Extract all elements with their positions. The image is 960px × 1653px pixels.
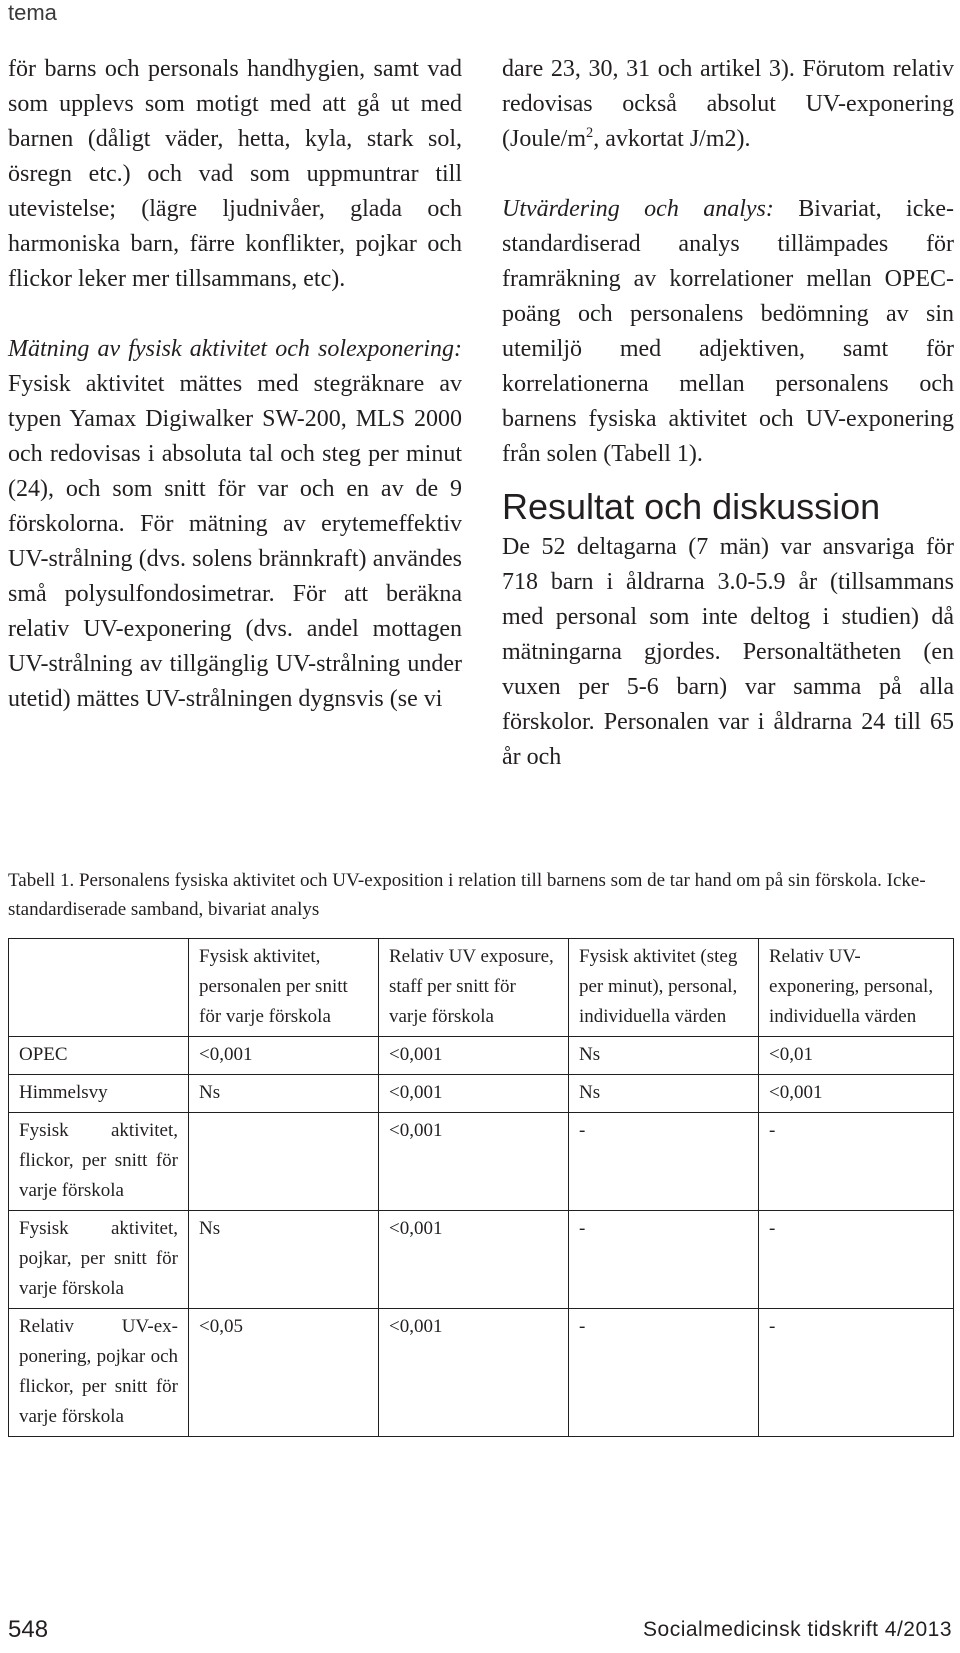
paragraph (8, 332, 462, 717)
section-heading: Resultat och diskussion (502, 486, 881, 527)
table-cell: Ns (189, 1211, 379, 1309)
table-row (9, 1037, 954, 1075)
table-cell: <0,001 (379, 1211, 569, 1309)
table-caption: Tabell 1. Personalens fysiska aktivitet och UV-exposition i relation till barnens som de tar hand om på sin förskola. Icke-standardiserade samband, bivariat analys (8, 870, 926, 920)
table-row (9, 1075, 954, 1113)
superscript: 2 (586, 125, 594, 141)
table-cell: <0,001 (759, 1075, 954, 1113)
row-label: Fysisk aktivitet, pojkar, per snitt för varje förskola (9, 1211, 189, 1309)
table-cell: Ns (569, 1075, 759, 1113)
section-tag: tema (8, 0, 57, 25)
table-cell (189, 1113, 379, 1211)
row-label: OPEC (9, 1037, 189, 1075)
table-cell: <0,05 (189, 1309, 379, 1437)
left-column (8, 52, 462, 717)
table-cell: <0,001 (379, 1037, 569, 1075)
table-cell: Ns (569, 1037, 759, 1075)
paragraph: för barns och personals handhygien, samt vad som upplevs som motigt med att gå ut med barnen (dåligt väder, hetta, kyla, stark sol, ösregn etc.) och vad som uppmuntrar till utevistelse; (lägre ljudnivåer, glada och harmoniska barn, färre konflikter, pojkar och flickor leker mer tillsammans, etc). (8, 56, 462, 292)
table-row (9, 1113, 954, 1211)
table-cell: <0,001 (189, 1037, 379, 1075)
table-header-cell: Relativ UV-exponering, personal, individuella värden (759, 939, 954, 1037)
paragraph: De 52 deltagarna (7 män) var ansvariga för 718 barn i åldrarna 3.0-5.9 år (tillsammans med personal som inte deltog i studien) då mätningarna gjordes. Personaltätheten (en vuxen per 5-6 barn) var samma på alla förskolor. Personalen var i åldrarna 24 till 65 år och (502, 534, 954, 770)
paragraph-lead: Mätning av fysisk aktivitet och solexponering: (8, 336, 462, 362)
table-cell: <0,01 (759, 1037, 954, 1075)
table-cell: - (569, 1113, 759, 1211)
results-table (8, 938, 954, 1437)
paragraph (502, 52, 954, 157)
table-cell: Ns (189, 1075, 379, 1113)
paragraph (502, 192, 954, 472)
table-header-cell: Fysisk aktivitet, personalen per snitt för varje förskola (189, 939, 379, 1037)
table-cell: - (569, 1309, 759, 1437)
paragraph-lead: Utvärdering och analys: (502, 196, 774, 222)
paragraph-body: Bivariat, icke-standardiserad analys tillämpades för framräkning av korrelationer mellan OPEC-poäng och personalens bedömning av sin utemiljö med adjektiven, samt för korrelationerna mellan personalens och barnens fysiska aktivitet och UV-exponering från solen (Tabell 1). (502, 196, 954, 467)
table-cell: - (759, 1211, 954, 1309)
table-header-cell: Fysisk aktivitet (steg per minut), personal, individuella värden (569, 939, 759, 1037)
table-cell: <0,001 (379, 1075, 569, 1113)
page-number: 548 (8, 1616, 49, 1643)
row-label: Relativ UV-exponering, pojkar och flickor, per snitt för varje förskola (9, 1309, 189, 1437)
row-label: Fysisk aktivitet, flickor, per snitt för varje förskola (9, 1113, 189, 1211)
table-header-cell: Relativ UV exposure, staff per snitt för varje förskola (379, 939, 569, 1037)
table-row (9, 1309, 954, 1437)
paragraph-text: , avkortat J/m2). (593, 126, 751, 152)
table-cell: <0,001 (379, 1113, 569, 1211)
table-header-cell (9, 939, 189, 1037)
right-column (502, 52, 954, 775)
journal-name: Socialmedicinsk tidskrift 4/2013 (643, 1618, 952, 1641)
paragraph-body: Fysisk aktivitet mättes med stegräknare av typen Yamax Digiwalker SW-200, MLS 2000 och redovisas i absoluta tal och steg per minut (24), och som snitt för var och en av de 9 förskolorna. För mätning av erytemeffektiv UV-strålning (dvs. solens brännkraft) användes små polysulfondosimetrar. För att beräkna relativ UV-exponering (dvs. andel mottagen UV-strålning av tillgänglig UV-strålning under utetid) mättes UV-strålningen dygnsvis (se vi (8, 371, 462, 712)
paragraph-text: dare 23, 30, 31 och artikel 3). Förutom relativ redovisas också absolut UV-exponering (Joule/m (502, 56, 954, 152)
table-cell: - (759, 1309, 954, 1437)
table-header-row (9, 939, 954, 1037)
table-cell: <0,001 (379, 1309, 569, 1437)
row-label: Himmelsvy (9, 1075, 189, 1113)
table-cell: - (759, 1113, 954, 1211)
table-cell: - (569, 1211, 759, 1309)
table-row (9, 1211, 954, 1309)
